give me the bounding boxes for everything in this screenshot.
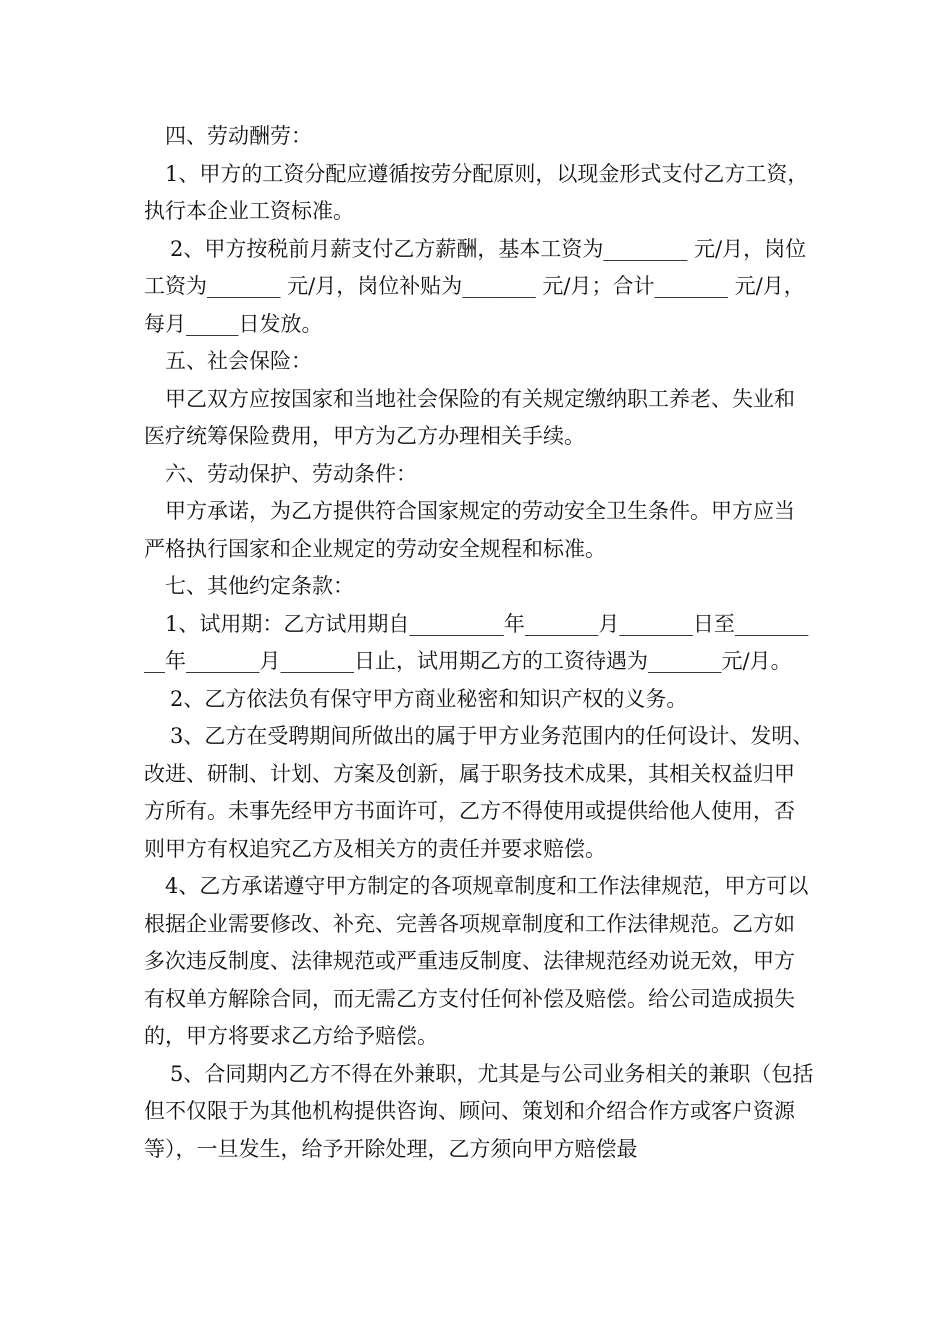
paragraph: 5、合同期内乙方不得在外兼职，尤其是与公司业务相关的兼职（包括但不仅限于为其他机构提供咨询、顾问、策划和介绍合作方或客户资源等），一旦发生，给予开除处理，乙方须向甲方赔偿最 — [144, 1061, 814, 1161]
section-heading-5: 五、社会保险： — [165, 349, 312, 373]
paragraph: 2、乙方依法负有保守甲方商业秘密和知识产权的义务。 — [170, 686, 688, 711]
section-heading-7: 七、其他约定条款： — [165, 574, 354, 598]
document-body — [144, 118, 814, 1168]
paragraph: 3、乙方在受聘期间所做出的属于甲方业务范围内的任何设计、发明、改进、研制、计划、方案及创新，属于职务技术成果，其相关权益归甲方所有。未事先经甲方书面许可，乙方不得使用或提供给他人使用，否则甲方有权追究乙方及相关方的责任并要求赔偿。 — [144, 724, 814, 861]
paragraph: 1、试用期：乙方试用期自_________年_______月_______日至_________年_______月_______日止，试用期乙方的工资待遇为_______元/月。 — [144, 611, 809, 673]
section-heading-6: 六、劳动保护、劳动条件： — [165, 461, 417, 486]
paragraph: 1、甲方的工资分配应遵循按劳分配原则，以现金形式支付乙方工资，执行本企业工资标准。 — [144, 161, 809, 223]
paragraph: 甲乙双方应按国家和当地社会保险的有关规定缴纳职工养老、失业和医疗统筹保险费用，甲方为乙方办理相关手续。 — [144, 386, 795, 448]
paragraph: 甲方承诺，为乙方提供符合国家规定的劳动安全卫生条件。甲方应当严格执行国家和企业规定的劳动安全规程和标准。 — [144, 499, 795, 561]
paragraph: 4、乙方承诺遵守甲方制定的各项规章制度和工作法律规范，甲方可以根据企业需要修改、补充、完善各项规章制度和工作法律规范。乙方如多次违反制度、法律规范或严重违反制度、法律规范经劝说无效，甲方有权单方解除合同，而无需乙方支付任何补偿及赔偿。给公司造成损失的，甲方将要求乙方给予赔偿。 — [144, 874, 809, 1048]
section-heading-4: 四、劳动酬劳： — [165, 124, 312, 148]
paragraph: 2、甲方按税前月薪支付乙方薪酬，基本工资为________ 元/月，岗位工资为_______ 元/月，岗位补贴为_______ 元/月；合计_______ 元/月，每月_____日发放。 — [144, 236, 807, 336]
